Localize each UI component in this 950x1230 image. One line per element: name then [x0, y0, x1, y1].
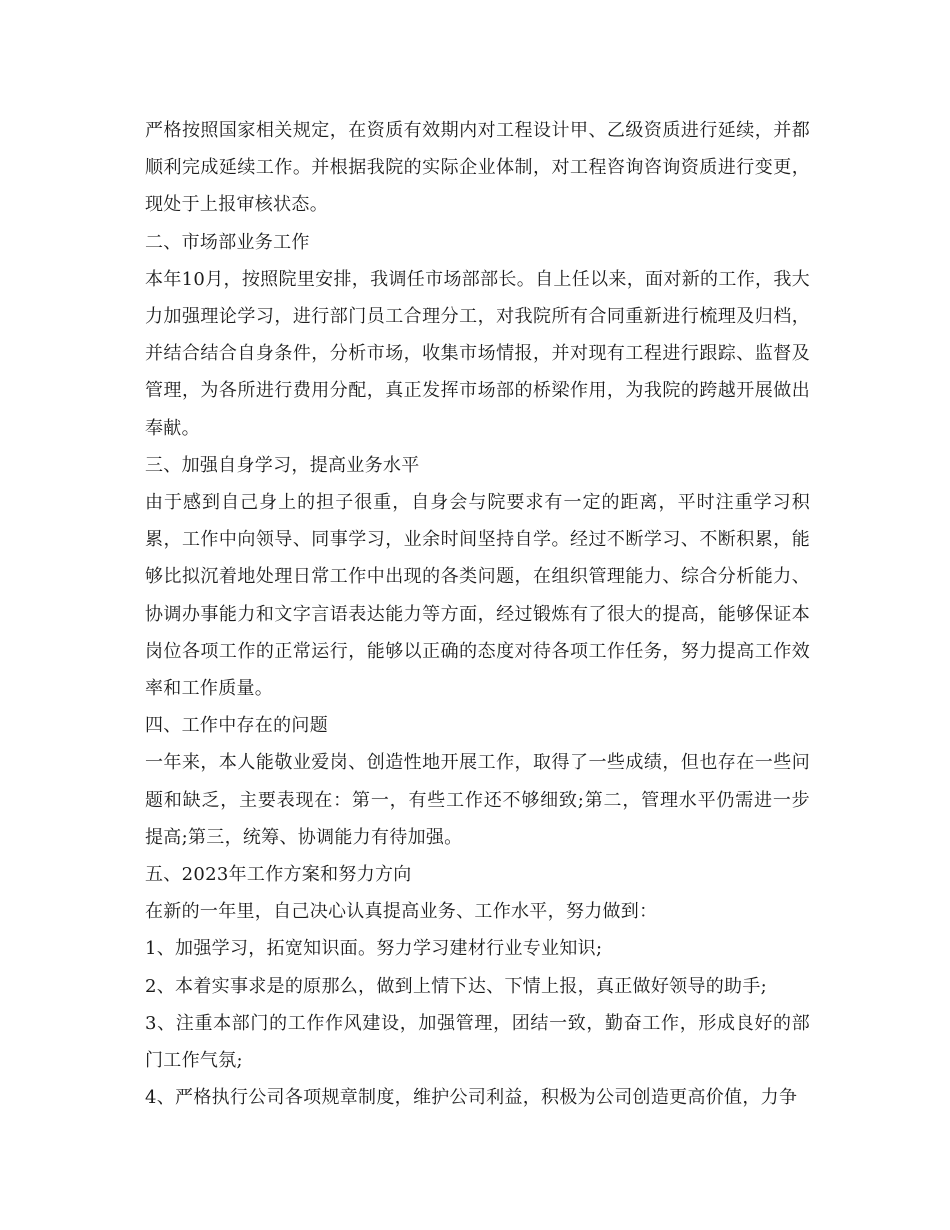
paragraph-problems: 一年来，本人能敬业爱岗、创造性地开展工作，取得了一些成绩，但也存在一些问题和缺乏，主要表现在：第一，有些工作还不够细致;第二，管理水平仍需进一步提高;第三，统筹、协调能力有待加强。 [145, 752, 810, 848]
list-item-2: 2、本着实事求是的原那么，做到上情下达、下情上报，真正做好领导的助手; [145, 975, 768, 997]
section-heading-market: 二、市场部业务工作 [145, 231, 310, 253]
section-heading-plan: 五、2023年工作方案和努力方向 [145, 864, 412, 886]
paragraph-qualification: 严格按照国家相关规定，在资质有效期内对工程设计甲、乙级资质进行延续，并都顺利完成延续工作。并根据我院的实际企业体制，对工程咨询咨询资质进行变更，现处于上报审核状态。 [145, 120, 810, 216]
document-body [145, 112, 810, 1116]
paragraph-plan-intro: 在新的一年里，自己决心认真提高业务、工作水平，努力做到： [145, 901, 658, 923]
section-heading-study: 三、加强自身学习，提高业务水平 [145, 454, 420, 476]
list-item-4: 4、严格执行公司各项规章制度，维护公司利益，积极为公司创造更高价值，力争 [145, 1087, 798, 1109]
paragraph-study: 由于感到自己身上的担子很重，自身会与院要求有一定的距离，平时注重学习积累，工作中向领导、同事学习，业余时间坚持自学。经过不断学习、不断积累，能够比拟沉着地处理日常工作中出现的各类问题，在组织管理能力、综合分析能力、协调办事能力和文字言语表达能力等方面，经过锻炼有了很大的提高，能够保证本岗位各项工作的正常运行，能够以正确的态度对待各项工作任务，努力提高工作效率和工作质量。 [145, 492, 810, 700]
section-heading-problems: 四、工作中存在的问题 [145, 715, 328, 737]
paragraph-market: 本年10月，按照院里安排，我调任市场部部长。自上任以来，面对新的工作，我大力加强理论学习，进行部门员工合理分工，对我院所有合同重新进行梳理及归档，并结合结合自身条件，分析市场，收集市场情报，并对现有工程进行跟踪、监督及管理，为各所进行费用分配，真正发挥市场部的桥梁作用，为我院的跨越开展做出奉献。 [145, 268, 810, 439]
list-item-3: 3、注重本部门的工作作风建设，加强管理，团结一致，勤奋工作，形成良好的部门工作气氛; [145, 1012, 810, 1072]
list-item-1: 1、加强学习，拓宽知识面。努力学习建材行业专业知识; [145, 938, 603, 960]
